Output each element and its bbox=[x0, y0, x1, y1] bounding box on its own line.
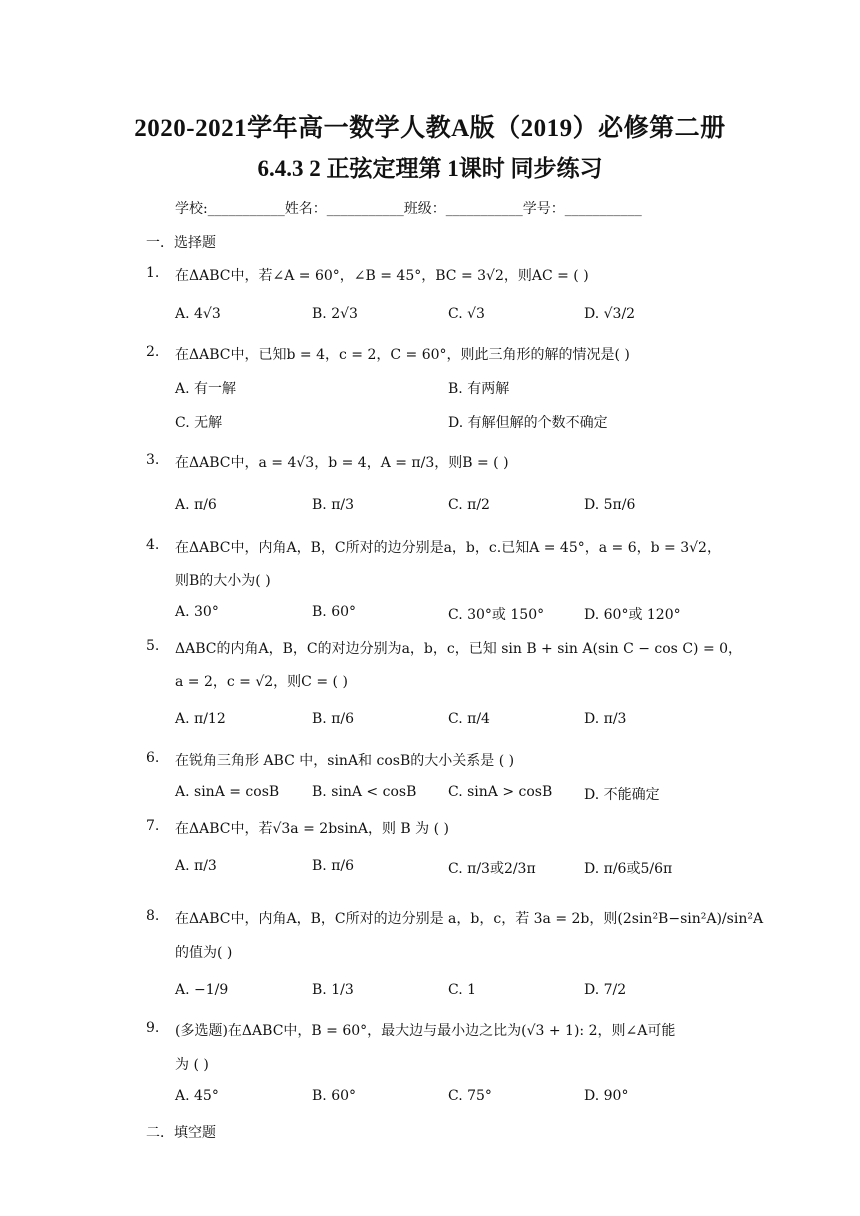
option-b: B. π/3 bbox=[312, 497, 355, 513]
option-d: D. π/3 bbox=[584, 711, 627, 727]
option-a: A. π/3 bbox=[175, 858, 217, 874]
question-text: 在ΔABC中，若∠A = 60°，∠B = 45°，BC = 3√2，则AC = ( ) bbox=[175, 268, 589, 284]
option-b: B. 有两解 bbox=[448, 381, 510, 397]
title-line-2: 6.4.3 2 正弦定理第 1课时 同步练习 bbox=[257, 156, 603, 181]
question-text: 在ΔABC中，内角A，B，C所对的边分别是a，b，c.已知A = 45°，a = 6，b = 3√2， bbox=[175, 540, 721, 556]
question-number: 7. bbox=[146, 818, 160, 834]
question-number: 4. bbox=[146, 537, 160, 553]
question-number: 3. bbox=[146, 452, 160, 468]
question-number: 8. bbox=[146, 908, 160, 924]
question-text: (多选题)在ΔABC中，B = 60°，最大边与最小边之比为(√3 + 1): 2，则∠A可能 bbox=[175, 1023, 676, 1039]
option-c: C. 30°或 150° bbox=[448, 607, 545, 623]
option-d: D. 7/2 bbox=[584, 982, 627, 998]
question-text: ΔABC的内角A，B，C的对边分别为a，b，c，已知 sin B + sin A(sin C − cos C) = 0， bbox=[175, 641, 743, 657]
option-b: B. sinA < cosB bbox=[312, 784, 417, 800]
title-line-1: 2020-2021学年高一数学人教A版（2019）必修第二册 bbox=[134, 115, 726, 142]
option-c: C. 1 bbox=[448, 982, 477, 998]
option-a: A. 有一解 bbox=[175, 381, 237, 397]
option-d: D. 不能确定 bbox=[584, 787, 660, 803]
question-number: 9. bbox=[146, 1020, 160, 1036]
option-b: B. 60° bbox=[312, 604, 357, 620]
question-text: 在ΔABC中，已知b = 4，c = 2，C = 60°，则此三角形的解的情况是( ) bbox=[175, 347, 630, 363]
question-number: 2. bbox=[146, 344, 160, 360]
option-a: A. π/6 bbox=[175, 497, 217, 513]
question-text: 在ΔABC中，内角A，B，C所对的边分别是 a，b，c，若 3a = 2b，则(2sin²B−sin²A)/sin²A bbox=[175, 911, 764, 927]
question-text-continued: a = 2，c = √2，则C = ( ) bbox=[175, 674, 348, 690]
option-c: C. √3 bbox=[448, 306, 485, 322]
question-text: 在锐角三角形 ABC 中，sinA和 cosB的大小关系是 ( ) bbox=[175, 753, 515, 769]
question-number: 5. bbox=[146, 638, 160, 654]
option-c: C. 无解 bbox=[175, 415, 223, 431]
option-a: A. π/12 bbox=[175, 711, 226, 727]
question-number: 6. bbox=[146, 750, 160, 766]
option-b: B. π/6 bbox=[312, 711, 355, 727]
question-text-continued: 则B的大小为( ) bbox=[175, 573, 271, 589]
option-d: D. π/6或5/6π bbox=[584, 861, 673, 877]
option-c: C. π/4 bbox=[448, 711, 490, 727]
option-b: B. π/6 bbox=[312, 858, 355, 874]
question-text-continued: 为 ( ) bbox=[175, 1057, 209, 1073]
option-d: D. 5π/6 bbox=[584, 497, 636, 513]
option-c: C. 75° bbox=[448, 1088, 492, 1104]
option-b: B. 1/3 bbox=[312, 982, 354, 998]
question-text: 在ΔABC中，若√3a = 2bsinA，则 B 为 ( ) bbox=[175, 821, 449, 837]
section-fill-heading: 二．填空题 bbox=[146, 1125, 216, 1141]
option-d: D. 有解但解的个数不确定 bbox=[448, 415, 608, 431]
option-b: B. 2√3 bbox=[312, 306, 358, 322]
question-text-continued: 的值为( ) bbox=[175, 945, 233, 961]
option-a: A. 45° bbox=[175, 1088, 219, 1104]
option-d: D. 90° bbox=[584, 1088, 629, 1104]
option-a: A. sinA = cosB bbox=[175, 784, 280, 800]
option-a: A. −1/9 bbox=[175, 982, 229, 998]
option-d: D. 60°或 120° bbox=[584, 607, 681, 623]
student-info-line: 学校:___________姓名：___________班级：___________学号：___________ bbox=[175, 201, 642, 217]
option-d: D. √3/2 bbox=[584, 306, 636, 322]
option-c: C. π/3或2/3π bbox=[448, 861, 536, 877]
option-c: C. sinA > cosB bbox=[448, 784, 553, 800]
section-choice-heading: 一．选择题 bbox=[146, 235, 216, 251]
option-a: A. 4√3 bbox=[175, 306, 221, 322]
question-number: 1. bbox=[146, 265, 160, 281]
option-b: B. 60° bbox=[312, 1088, 357, 1104]
option-a: A. 30° bbox=[175, 604, 219, 620]
option-c: C. π/2 bbox=[448, 497, 490, 513]
question-text: 在ΔABC中，a = 4√3，b = 4，A = π/3，则B = ( ) bbox=[175, 455, 509, 471]
